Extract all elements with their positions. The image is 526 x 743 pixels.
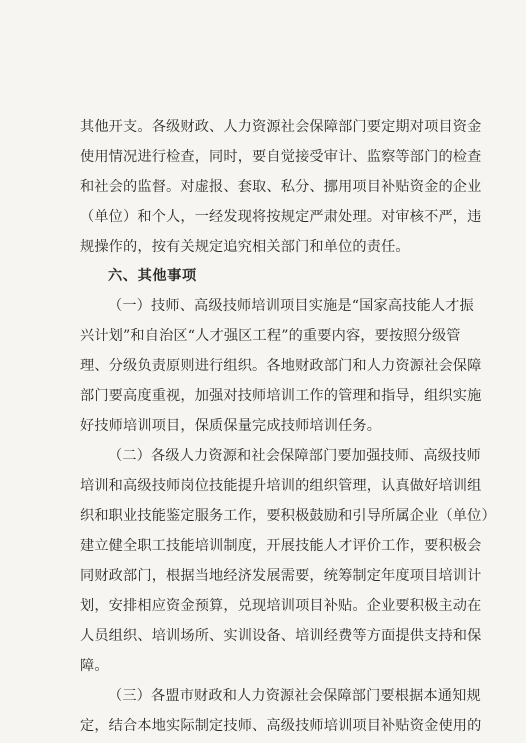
text-line: 同财政部门，根据当地经济发展需要，统筹制定年度项目培训计: [80, 568, 482, 584]
text-line: 部门要高度重视，加强对技师培训工作的管理和指导，组织实施: [80, 388, 482, 404]
text-line: 培训和高级技师岗位技能提升培训的组织管理，认真做好培训组: [80, 478, 482, 494]
text-line: 和社会的监督。对虚报、套取、私分、挪用项目补贴资金的企业: [80, 179, 482, 195]
section-heading: 六、其他事项: [108, 268, 197, 284]
text-line: 好技师培训项目，保质保量完成技师培训任务。: [80, 418, 382, 434]
text-line: 人员组织、培训场所、实训设备、培训经费等方面提供支持和保: [80, 628, 482, 644]
text-line: 划，安排相应资金预算，兑现培训项目补贴。企业要积极主动在: [80, 598, 482, 614]
text-line: （二）各级人力资源和社会保障部门要加强技师、高级技师: [108, 448, 481, 464]
text-line: 规操作的，按有关规定追究相关部门和单位的责任。: [80, 239, 410, 255]
text-line: 织和职业技能鉴定服务工作，要积极鼓励和引导所属企业（单位）: [80, 508, 496, 524]
text-line: 定，结合本地实际制定技师、高级技师培训项目补贴资金使用的: [80, 718, 482, 734]
text-line: 其他开支。各级财政、人力资源社会保障部门要定期对项目资金: [80, 119, 482, 135]
text-line: 障。: [80, 658, 109, 674]
text-line: （一）技师、高级技师培训项目实施是“国家高技能人才振: [108, 298, 474, 314]
text-line: （三）各盟市财政和人力资源社会保障部门要根据本通知规: [108, 688, 481, 704]
text-line: 建立健全职工技能培训制度，开展技能人才评价工作，要积极会: [80, 538, 482, 554]
text-line: （单位）和个人，一经发现将按规定严肃处理。对审核不严，违: [80, 209, 482, 225]
text-line: 兴计划”和自治区“人才强区工程”的重要内容，要按照分级管: [80, 328, 461, 344]
text-line: 使用情况进行检查，同时，要自觉接受审计、监察等部门的检查: [80, 149, 482, 165]
text-line: 理、分级负责原则进行组织。各地财政部门和人力资源社会保障: [80, 358, 482, 374]
